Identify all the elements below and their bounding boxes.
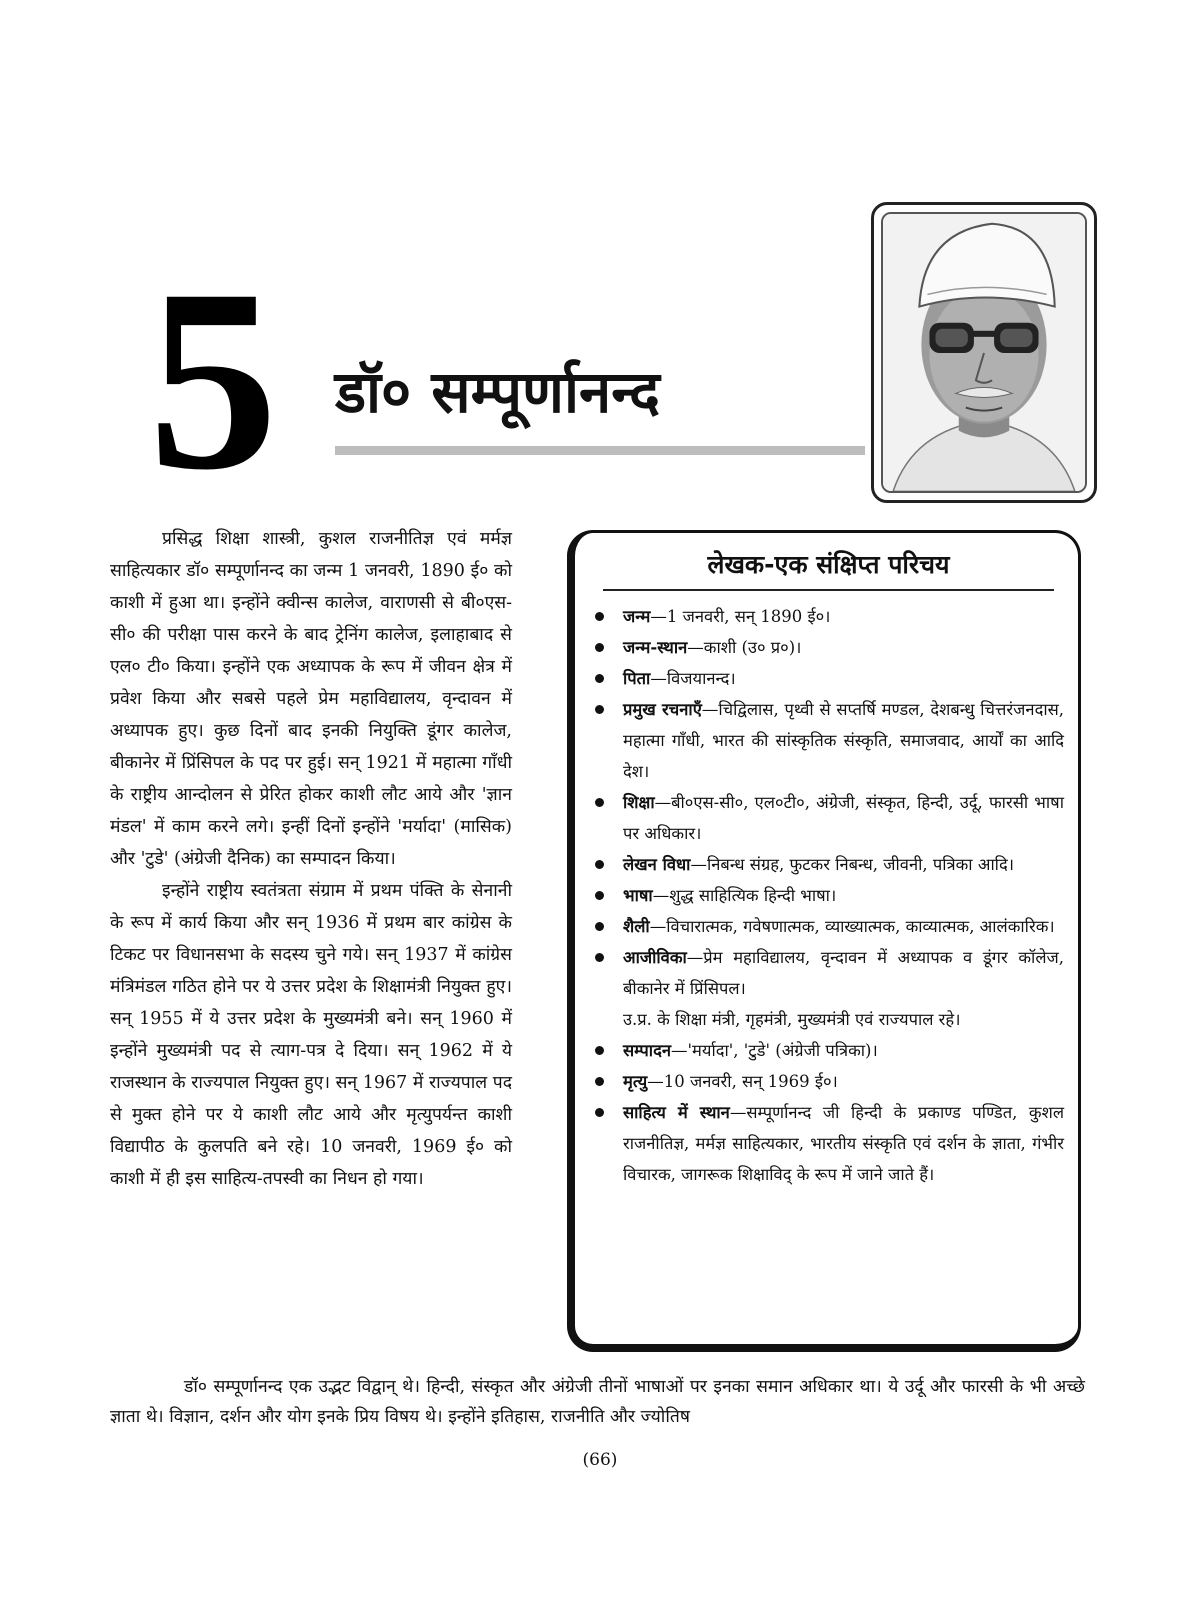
bullet-icon: [595, 891, 604, 900]
summary-item: [595, 1097, 1064, 1190]
portrait-illustration: [883, 214, 1085, 491]
summary-item-text: —प्रेम महाविद्यालय, वृन्दावन में अध्यापक व डूंगर कॉलेज, बीकानेर में प्रिंसिपल।: [623, 948, 1064, 998]
summary-item-text: —विजयानन्द।: [650, 669, 736, 688]
biography-column: [110, 523, 512, 1195]
summary-item: [595, 632, 1064, 663]
bullet-icon: [595, 953, 604, 962]
bullet-icon: [595, 674, 604, 683]
summary-item-label: आजीविका: [623, 948, 687, 967]
summary-item-label: साहित्य में स्थान: [623, 1103, 730, 1122]
summary-box-heading: लेखक-एक संक्षिप्त परिचय: [603, 547, 1054, 591]
summary-item: [595, 1066, 1064, 1097]
summary-item-text: —सम्पूर्णानन्द जी हिन्दी के प्रकाण्ड पण्डित, कुशल राजनीतिज्ञ, मर्मज्ञ साहित्यकार, भारतीय संस्कृति एवं दर्शन के ज्ञाता, गंभीर विचारक, जागरूक शिक्षाविद् के रूप में जाने जाते हैं।: [623, 1103, 1064, 1184]
title-underline: [335, 446, 865, 455]
summary-item: [595, 880, 1064, 911]
bullet-icon: [595, 860, 604, 869]
summary-item-label: शिक्षा: [623, 793, 655, 812]
summary-item-text: —विचारात्मक, गवेषणात्मक, व्याख्यात्मक, काव्यात्मक, आलंकारिक।: [649, 917, 1055, 936]
bullet-icon: [595, 1077, 604, 1086]
summary-item: [595, 849, 1064, 880]
summary-item-text: —'मर्यादा', 'टुडे' (अंग्रेजी पत्रिका)।: [670, 1041, 878, 1060]
summary-item-text: —काशी (उ० प्र०)।: [687, 638, 802, 657]
summary-item-label: प्रमुख रचनाएँ: [623, 700, 702, 719]
bullet-icon: [595, 798, 604, 807]
bullet-icon: [595, 1108, 604, 1117]
summary-item: [595, 1035, 1064, 1066]
summary-item-text: —1 जनवरी, सन् 1890 ई०।: [650, 607, 831, 626]
summary-item-label: भाषा: [623, 886, 653, 905]
summary-item-label: जन्म: [623, 607, 651, 626]
bullet-icon: [595, 612, 604, 621]
chapter-number: 5: [148, 236, 278, 524]
summary-item-label: लेखन विधा: [623, 855, 691, 874]
bullet-icon: [595, 705, 604, 714]
biography-paragraph: प्रसिद्ध शिक्षा शास्त्री, कुशल राजनीतिज्ञ एवं मर्मज्ञ साहित्यकार डॉ० सम्पूर्णानन्द का जन्म 1 जनवरी, 1890 ई० को काशी में हुआ था। इन्होंने क्वीन्स कालेज, वाराणसी से बी०एस-सी० की परीक्षा पास करने के बाद ट्रेनिंग कालेज, इलाहाबाद से एल० टी० किया। इन्होंने एक अध्यापक के रूप में जीवन क्षेत्र में प्रवेश किया और सबसे पहले प्रेम महाविद्यालय, वृन्दावन में अध्यापक हुए। कुछ दिनों बाद इनकी नियुक्ति डूंगर कालेज, बीकानेर में प्रिंसिपल के पद पर हुई। सन् 1921 में महात्मा गाँधी के राष्ट्रीय आन्दोलन से प्रेरित होकर काशी लौट आये और 'ज्ञान मंडल' में काम करने लगे। इन्हीं दिनों इन्होंने 'मर्यादा' (मासिक) और 'टुडे' (अंग्रेजी दैनिक) का सम्पादन किया।: [110, 529, 512, 869]
chapter-title: डॉ० सम्पूर्णानन्द: [335, 358, 660, 426]
summary-item-text: —शुद्ध साहित्यिक हिन्दी भाषा।: [652, 886, 837, 905]
summary-item: [595, 694, 1064, 787]
bullet-icon: [595, 643, 604, 652]
summary-item: [595, 787, 1064, 849]
summary-item: [595, 911, 1064, 942]
summary-item-label: मृत्यु: [623, 1072, 648, 1091]
biography-paragraph: इन्होंने राष्ट्रीय स्वतंत्रता संग्राम में प्रथम पंक्ति के सेनानी के रूप में कार्य किया और सन् 1936 में प्रथम बार कांग्रेस के टिकट पर विधानसभा के सदस्य चुने गये। सन् 1937 में कांग्रेस मंत्रिमंडल गठित होने पर ये उत्तर प्रदेश के शिक्षामंत्री नियुक्त हुए। सन् 1955 में ये उत्तर प्रदेश के मुख्यमंत्री बने। सन् 1960 में इन्होंने मुख्यमंत्री पद से त्याग-पत्र दे दिया। सन् 1962 में ये राजस्थान के राज्यपाल नियुक्त हुए। सन् 1967 में राज्यपाल पद से मुक्त होने पर ये काशी लौट आये और मृत्युपर्यन्त काशी विद्यापीठ के कुलपति बने रहे। 10 जनवरी, 1969 ई० को काशी में ही इस साहित्य-तपस्वी का निधन हो गया।: [110, 881, 512, 1189]
summary-item: [595, 663, 1064, 694]
summary-item-label: शैली: [623, 917, 650, 936]
summary-item-label: पिता: [623, 669, 651, 688]
continuation-text: डॉ० सम्पूर्णानन्द एक उद्भट विद्वान् थे। हिन्दी, संस्कृत और अंग्रेजी तीनों भाषाओं पर इनका समान अधिकार था। ये उर्दू और फारसी के भी अच्छे ज्ञाता थे। विज्ञान, दर्शन और योग इनके प्रिय विषय थे। इन्होंने इतिहास, राजनीति और ज्योतिष: [110, 1377, 1085, 1427]
summary-item-extra: उ.प्र. के शिक्षा मंत्री, गृहमंत्री, मुख्यमंत्री एवं राज्यपाल रहे।: [623, 1010, 961, 1029]
portrait-photo: [881, 212, 1087, 493]
bullet-icon: [595, 922, 604, 931]
summary-list: [595, 601, 1064, 1190]
summary-item-text: —10 जनवरी, सन् 1969 ई०।: [647, 1072, 838, 1091]
summary-item-label: जन्म-स्थान: [623, 638, 688, 657]
summary-item-text: —निबन्ध संग्रह, फुटकर निबन्ध, जीवनी, पत्रिका आदि।: [690, 855, 1014, 874]
page-number: (66): [582, 1450, 618, 1470]
summary-item-text: —चिद्विलास, पृथ्वी से सप्तर्षि मण्डल, देशबन्धु चित्तरंजनदास, महात्मा गाँधी, भारत की सांस्कृतिक संस्कृति, समाजवाद, आर्यों का आदि देश।: [623, 700, 1064, 781]
author-summary-box: [567, 530, 1081, 1352]
summary-item: [595, 942, 1064, 1035]
summary-item-label: सम्पादन: [623, 1041, 671, 1060]
summary-item: [595, 601, 1064, 632]
summary-item-text: —बी०एस-सी०, एल०टी०, अंग्रेजी, संस्कृत, हिन्दी, उर्दू, फारसी भाषा पर अधिकार।: [623, 793, 1064, 843]
author-portrait: [871, 202, 1097, 503]
continuation-paragraph: [110, 1372, 1085, 1432]
bullet-icon: [595, 1046, 604, 1055]
